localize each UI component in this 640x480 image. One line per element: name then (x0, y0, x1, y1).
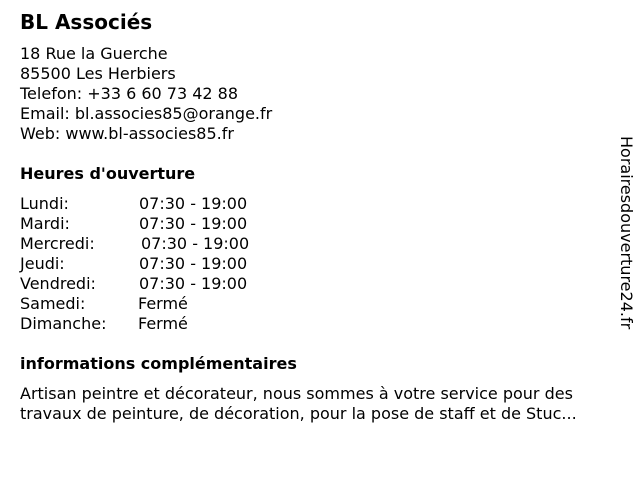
time-value: 07:30 - 19:00 (139, 254, 248, 273)
opening-hours-heading: Heures d'ouverture (20, 164, 196, 183)
time-value: 07:30 - 19:00 (139, 274, 248, 293)
business-description: Artisan peintre et décorateur, nous sommes à votre service pour des travaux de peinture, de décoration, pour la pose de staff et de Stuc... (20, 384, 577, 423)
contact-block (20, 44, 272, 144)
time-value: 07:30 - 19:00 (139, 194, 248, 213)
watermark-text: Horairesdouverture24.fr (617, 136, 636, 330)
business-name: BL Associés (20, 10, 153, 34)
time-value: 07:30 - 19:00 (141, 234, 250, 253)
day-label: Mardi: (20, 214, 70, 233)
day-label: Samedi: (20, 294, 86, 313)
day-label: Jeudi: (20, 254, 65, 273)
email-text: Email: bl.associes85@orange.fr (20, 104, 273, 123)
time-value: Fermé (138, 314, 188, 333)
day-label: Vendredi: (20, 274, 96, 293)
day-label: Mercredi: (20, 234, 95, 253)
site-watermark (612, 136, 636, 346)
address-city: 85500 Les Herbiers (20, 64, 176, 83)
phone-text: Telefon: +33 6 60 73 42 88 (20, 84, 239, 103)
additional-info-heading: informations complémentaires (20, 354, 297, 373)
day-label: Lundi: (20, 194, 69, 213)
website-text: Web: www.bl-associes85.fr (20, 124, 234, 143)
time-value: 07:30 - 19:00 (139, 214, 248, 233)
time-value: Fermé (138, 294, 188, 313)
day-label: Dimanche: (20, 314, 107, 333)
address-street: 18 Rue la Guerche (20, 44, 168, 63)
